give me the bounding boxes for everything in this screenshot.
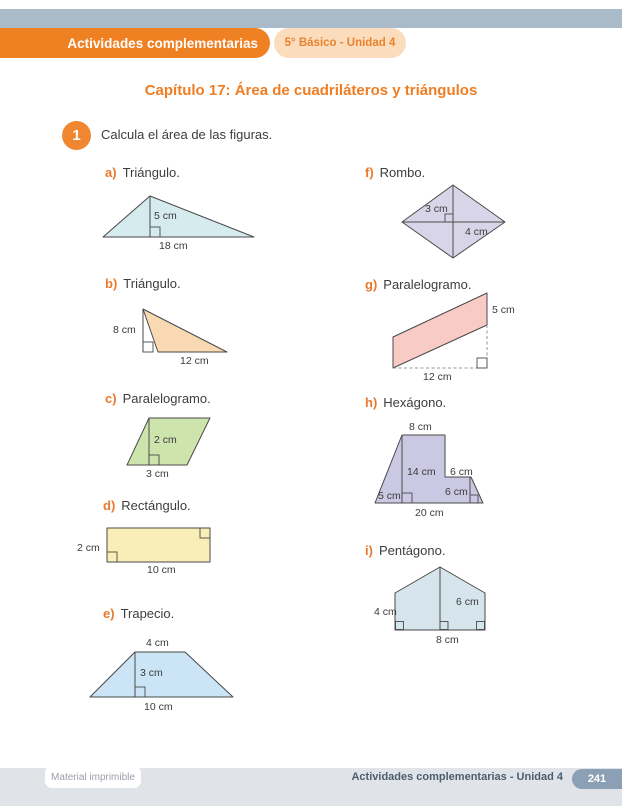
dim-base: 20 cm <box>415 507 444 519</box>
material-imprimible-label: Material imprimible <box>51 771 135 783</box>
figure-g-name: Paralelogramo. <box>383 277 472 292</box>
dim-height: 2 cm <box>77 542 100 554</box>
figure-g-canvas <box>385 285 535 388</box>
figure-a-name: Triángulo. <box>122 165 180 180</box>
figure-f-letter: f) <box>365 165 374 180</box>
page-number: 241 <box>587 773 607 785</box>
figure-d-letter: d) <box>103 498 116 513</box>
exercise-number-badge: 1 <box>62 121 91 150</box>
parallelogram-g-drawing <box>385 285 535 388</box>
dim-height: 2 cm <box>154 434 177 446</box>
figure-e-letter: e) <box>103 606 115 621</box>
figure-b-canvas <box>85 295 245 370</box>
figure-h-label <box>365 395 446 410</box>
dim-base: 10 cm <box>147 564 176 576</box>
figure-h-canvas <box>365 418 510 525</box>
parallelogram-c-drawing <box>110 408 240 486</box>
figure-d-canvas <box>75 520 240 580</box>
figure-c-canvas <box>110 408 240 486</box>
figure-h-name: Hexágono. <box>383 395 447 410</box>
figure-i-name: Pentágono. <box>378 543 446 558</box>
dim-top: 4 cm <box>146 637 169 649</box>
header-tab-secondary-label: 5° Básico - Unidad 4 <box>284 37 396 49</box>
figure-f-canvas <box>395 180 525 265</box>
dim-right-height: 6 cm <box>445 486 468 498</box>
rectangle-d-shape <box>107 528 210 562</box>
figure-f-name: Rombo. <box>379 165 426 180</box>
figure-b-label <box>105 276 181 291</box>
header-tab-primary-label: Actividades complementarias <box>67 35 258 51</box>
figure-c-label <box>105 391 211 406</box>
parallelogram-g-shape <box>393 293 487 368</box>
dim-semi-diagonal-2: 4 cm <box>465 226 488 238</box>
figure-d-label <box>103 498 191 513</box>
dim-base: 12 cm <box>180 355 209 367</box>
triangle-b-shape <box>143 309 227 352</box>
material-imprimible-tab <box>45 766 141 788</box>
dim-height: 3 cm <box>140 667 163 679</box>
figure-c-letter: c) <box>105 391 117 406</box>
dim-left-side: 4 cm <box>374 606 397 618</box>
exercise-instruction: Calcula el área de las figuras. <box>101 127 273 142</box>
dim-height: 14 cm <box>407 466 436 478</box>
figure-d-name: Rectángulo. <box>121 498 191 513</box>
dim-base: 12 cm <box>423 371 452 383</box>
rhombus-f-drawing <box>395 180 525 265</box>
right-angle-marker <box>477 358 487 368</box>
figure-i-canvas <box>370 555 510 650</box>
figure-b-name: Triángulo. <box>123 276 181 291</box>
figure-g-letter: g) <box>365 277 378 292</box>
footer-caption: Actividades complementarias - Unidad 4 <box>351 771 563 783</box>
figure-a-label <box>105 165 180 180</box>
triangle-a-shape <box>103 196 254 237</box>
right-angle-marker <box>143 342 153 352</box>
dim-base: 8 cm <box>436 634 459 646</box>
figure-a-letter: a) <box>105 165 117 180</box>
dim-step: 6 cm <box>450 466 473 478</box>
dim-top: 8 cm <box>409 421 432 433</box>
dim-height: 5 cm <box>154 210 177 222</box>
dim-base: 3 cm <box>146 468 169 480</box>
figure-h-letter: h) <box>365 395 378 410</box>
figure-c-name: Paralelogramo. <box>122 391 211 406</box>
dim-middle-height: 6 cm <box>456 596 479 608</box>
dim-semi-diagonal-1: 3 cm <box>425 203 448 215</box>
dim-height: 8 cm <box>113 324 136 336</box>
figure-e-name: Trapecio. <box>120 606 175 621</box>
header-tab-primary <box>0 28 270 58</box>
figure-e-label <box>103 606 174 621</box>
figure-b-letter: b) <box>105 276 118 291</box>
top-gray-bar <box>0 9 622 28</box>
figure-f-label <box>365 165 425 180</box>
chapter-title: Capítulo 17: Área de cuadriláteros y triángulos <box>144 82 478 99</box>
dim-side: 5 cm <box>492 304 515 316</box>
figure-e-canvas <box>80 630 245 718</box>
figure-a-canvas <box>85 188 270 263</box>
page-number-badge <box>572 769 622 789</box>
dim-base: 18 cm <box>159 240 188 252</box>
triangle-b-drawing <box>85 295 245 370</box>
figure-i-letter: i) <box>365 543 373 558</box>
dim-base: 10 cm <box>144 701 173 713</box>
dim-left-offset: 5 cm <box>378 490 401 502</box>
header-tab-secondary <box>274 28 406 58</box>
